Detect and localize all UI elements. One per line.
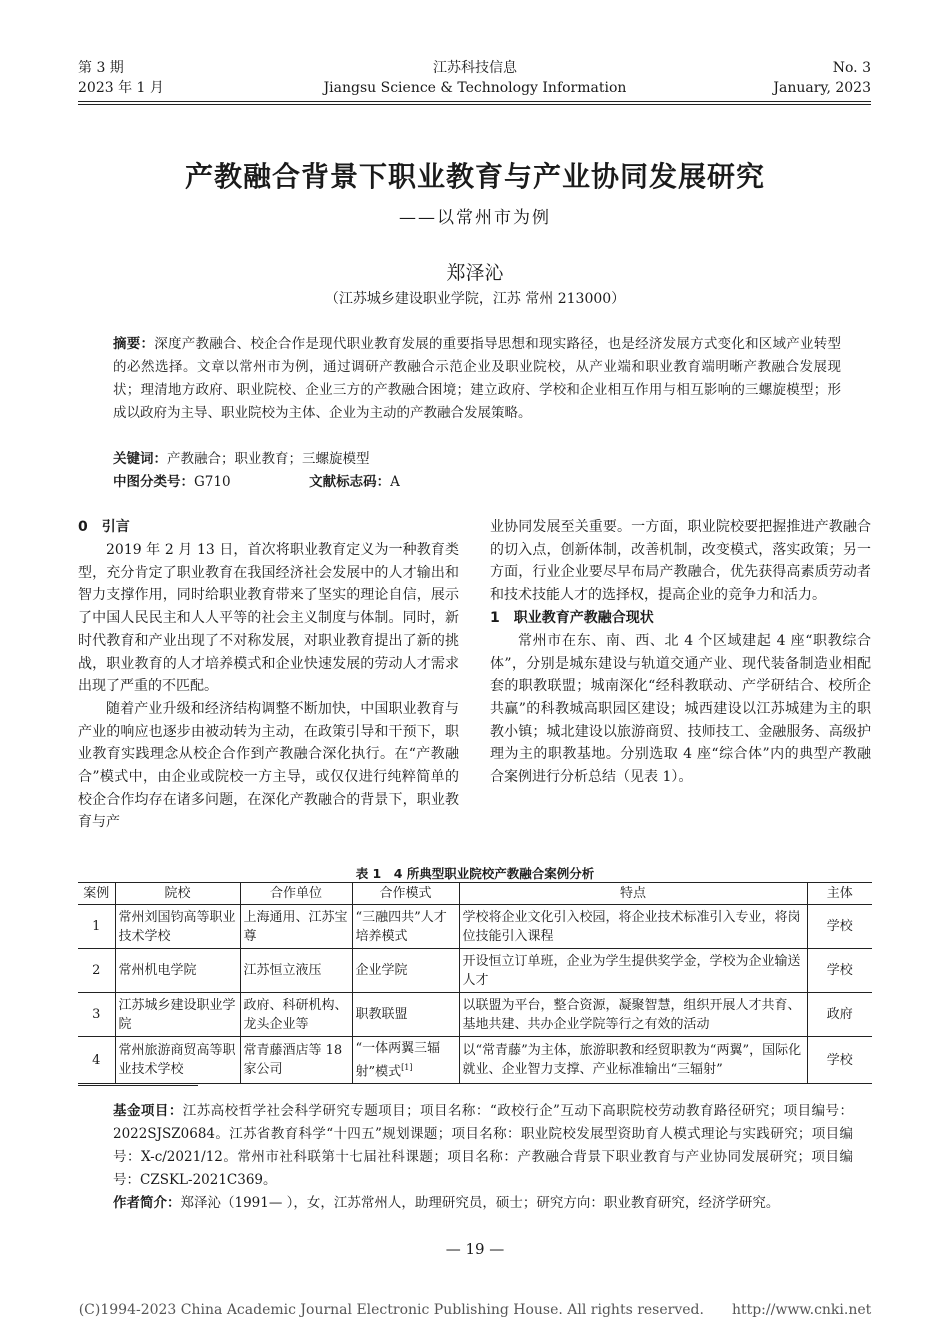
footnote-rule (78, 1085, 198, 1086)
table-header-cell: 主体 (807, 883, 872, 905)
author-note (113, 1192, 853, 1215)
table-header-cell: 院校 (115, 883, 240, 905)
table-cell: 政府、科研机构、龙头企业等 (240, 993, 352, 1037)
fund-label: 基金项目： (113, 1103, 183, 1119)
table-header-row (78, 883, 872, 905)
right-column (490, 516, 871, 789)
author-bio-label: 作者简介： (113, 1195, 181, 1211)
footnotes (113, 1100, 853, 1215)
paper-title: 产教融合背景下职业教育与产业协同发展研究 (184, 160, 765, 193)
keywords-label: 关键词： (113, 451, 167, 467)
classification (113, 471, 841, 494)
case-table (78, 882, 872, 1084)
doc-code-label: 文献标志码： (309, 474, 391, 490)
table-row (78, 949, 872, 993)
table-cell: 学校将企业文化引入校园，将企业技术标准引入专业，将岗位技能引入课程 (459, 905, 807, 949)
citation-ref: [1] (401, 1063, 413, 1072)
table-cell: 以联盟为平台，整合资源，凝聚智慧，组织开展人才共育、基地共建、共办企业学院等行之有效的活动 (459, 993, 807, 1037)
header-rule-2 (78, 104, 871, 105)
table-header-cell: 特点 (459, 883, 807, 905)
table-cell (352, 1037, 459, 1084)
right-paragraph-1: 常州市在东、南、西、北 4 个区域建起 4 座“职教综合体”，分别是城东建设与轨道交通产业、现代装备制造业相配套的职教联盟；城南深化“经科教联动、产学研结合、校所企共赢”的科教城高职园区建设；城西建设以江苏城建为主的职教小镇；城北建设以旅游商贸、技师技工、金融服务、高级护理为主的职教基地。分别选取 4 座“综合体”内的典型产教融合案例进行分析总结（见表 1）。 (490, 632, 871, 786)
table-cell: 常州刘国钧高等职业技术学校 (115, 905, 240, 949)
left-column (78, 516, 459, 834)
section-1-heading: 1 职业教育产教融合现状 (490, 609, 654, 626)
header-rule (78, 101, 871, 102)
table-cell: 1 (78, 905, 115, 949)
table-row (78, 993, 872, 1037)
paper-subtitle: ——以常州市为例 (399, 208, 551, 228)
table-header-cell: 合作单位 (240, 883, 352, 905)
header-issue-en: No. 3 (832, 60, 871, 76)
author-bio-text: 郑泽沁（1991— ），女，江苏常州人，助理研究员，硕士；研究方向：职业教育研究，经济学研究。 (180, 1195, 780, 1211)
section-0-heading: 0 引言 (78, 519, 130, 535)
header-date-cn: 2023 年 1 月 (78, 80, 164, 96)
table-cell: 开设恒立订单班，企业为学生提供奖学金，学校为企业输送人才 (459, 949, 807, 993)
abstract-text: 深度产教融合、校企合作是现代职业教育发展的重要指导思想和现实路径，也是经济发展方式变化和区域产业转型的必然选择。文章以常州市为例，通过调研产教融合示范企业及职业院校，从产业端和职业教育端明晰产教融合发展现状；理清地方政府、职业院校、企业三方的产教融合困境；建立政府、学校和企业相互作用与相互影响的三螺旋模型；形成以政府为主导、职业院校为主体、企业为主动的产教融合发展策略。 (113, 336, 842, 421)
header-date-en: January, 2023 (773, 80, 871, 96)
fund-text: 江苏高校哲学社会科学研究专题项目；项目名称：“政校行企”互动下高职院校劳动教育路径研究；项目编号：2022SJSZ0684。江苏省教育科学“十四五”规划课题；项目名称：职业院校发展型资助育人模式理论与实践研究；项目编号：X-c/2021/12。常州市社科联第十七届社科课题；项目名称：产教融合背景下职业教育与产业协同发展研究；项目编号：CZSKL-2021C369。 (113, 1103, 854, 1188)
right-continuation: 业协同发展至关重要。一方面，职业院校要把握推进产教融合的切入点，创新体制，改善机制，改变模式，落实政策；另一方面，行业企业要尽早布局产教融合，优先获得高素质劳动者和技术技能人才的选择权，提高企业的竞争力和活力。 (490, 519, 871, 604)
table-cell: 2 (78, 949, 115, 993)
copyright-line: (C)1994-2023 China Academic Journal Electronic Publishing House. All rights reserved. http://www.cnki.net (78, 1302, 872, 1318)
table-cell: 企业学院 (352, 949, 459, 993)
left-paragraph-1: 2019 年 2 月 13 日，首次将职业教育定义为一种教育类型，充分肯定了职业教育在我国经济社会发展中的人才输出和智力支撑作用，同时给职业教育带来了坚实的理论自信，展示了中国人民民主和人人平等的社会主义制度与体制。同时，新时代教育和产业出现了不对称发展，对职业教育提出了新的挑战，职业教育的人才培养模式和企业快速发展的劳动人才需求出现了严重的不匹配。 (78, 542, 459, 695)
abstract-label: 摘要： (113, 336, 155, 352)
table-cell: 3 (78, 993, 115, 1037)
header-issue-cn: 第 3 期 (78, 60, 124, 76)
table-cell: 学校 (807, 1037, 872, 1084)
table-caption: 表 1 4 所典型职业院校产教融合案例分析 (355, 866, 595, 881)
table-row (78, 1037, 872, 1084)
table-cell: 学校 (807, 905, 872, 949)
table-cell: 江苏城乡建设职业学院 (115, 993, 240, 1037)
table-cell: 学校 (807, 949, 872, 993)
table-header-cell: 合作模式 (352, 883, 459, 905)
table-cell: 政府 (807, 993, 872, 1037)
table-cell: 常州旅游商贸高等职业技术学校 (115, 1037, 240, 1084)
table-cell: 常州机电学院 (115, 949, 240, 993)
page-number: — 19 — (445, 1240, 505, 1258)
table-row (78, 905, 872, 949)
table-cell-text: “一体两翼三辐射”模式 (355, 1041, 441, 1080)
author-affiliation: （江苏城乡建设职业学院，江苏 常州 213000） (324, 291, 626, 307)
header-journal-en: Jiangsu Science & Technology Information (323, 80, 627, 96)
author-name: 郑泽沁 (446, 262, 504, 284)
left-paragraph-2: 随着产业升级和经济结构调整不断加快，中国职业教育与产业的响应也逐步由被动转为主动，在政策引导和干预下，职业教育实践理念从校企合作到产教融合深化执行。在“产教融合”模式中，由企业或院校一方主导，或仅仅进行纯粹简单的校企合作均存在诸多问题，在深化产教融合的背景下，职业教育与产 (78, 700, 459, 831)
abstract (113, 333, 841, 425)
fund-note (113, 1100, 853, 1192)
table-cell: 常青藤酒店等 18 家公司 (240, 1037, 352, 1084)
keywords-text: 产教融合；职业教育；三螺旋模型 (167, 451, 370, 467)
classification-text: G710 (194, 474, 231, 490)
header-journal-cn: 江苏科技信息 (433, 60, 517, 76)
table-cell: 职教联盟 (352, 993, 459, 1037)
table-cell: 江苏恒立液压 (240, 949, 352, 993)
classification-label: 中图分类号： (113, 474, 194, 490)
table-cell: 以“常青藤”为主体，旅游职教和经贸职教为“两翼”，国际化就业、企业智力支撑、产业标准输出“三辐射” (459, 1037, 807, 1084)
doc-code-text: A (390, 474, 400, 490)
table-header-cell: 案例 (78, 883, 115, 905)
table-cell: “三融四共”人才培养模式 (352, 905, 459, 949)
table-cell: 上海通用、江苏宝尊 (240, 905, 352, 949)
keywords (113, 448, 841, 471)
table-cell: 4 (78, 1037, 115, 1084)
